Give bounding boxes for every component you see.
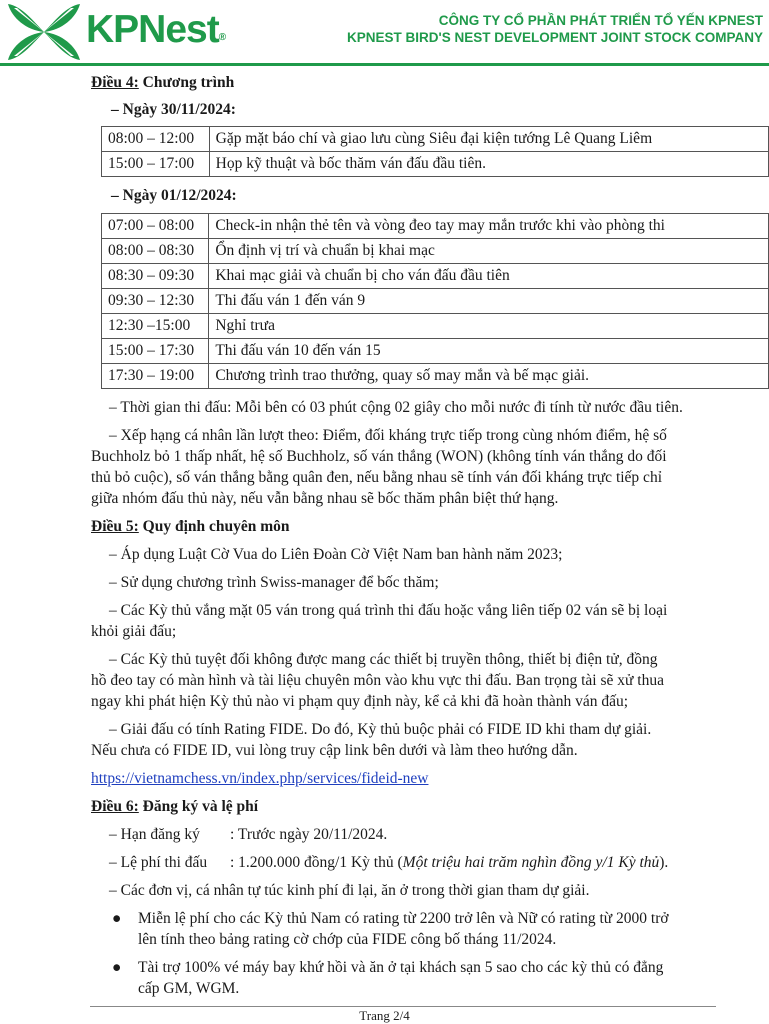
sponsorship-line-1: Tài trợ 100% vé máy bay khứ hồi và ăn ở tại khách sạn 5 sao cho các kỳ thủ có đẳng (138, 959, 664, 976)
activity-cell: Họp kỹ thuật và bốc thăm ván đấu đầu tiên. (209, 152, 768, 177)
time-cell: 15:00 – 17:00 (102, 152, 210, 177)
rule-absence-line-1: – Các Kỳ thủ vắng mặt 05 ván trong quá trình thi đấu hoặc vắng liên tiếp 02 ván sẽ bị loại (109, 602, 668, 619)
rule-chess-law: – Áp dụng Luật Cờ Vua do Liên Đoàn Cờ Việt Nam ban hành năm 2023; (109, 546, 563, 563)
time-cell: 15:00 – 17:30 (102, 339, 209, 364)
activity-cell: Chương trình trao thưởng, quay số may mắn và bế mạc giải. (209, 364, 769, 389)
activity-cell: Gặp mặt báo chí và giao lưu cùng Siêu đại kiện tướng Lê Quang Liêm (209, 127, 768, 152)
article-6-heading: Điều 6: Đăng ký và lệ phí (91, 798, 259, 815)
table-row (102, 214, 769, 239)
company-name-vi: CÔNG TY CỔ PHẦN PHÁT TRIỂN TỔ YẾN KPNEST (438, 13, 763, 28)
time-cell: 08:00 – 08:30 (102, 239, 209, 264)
time-cell: 07:00 – 08:00 (102, 214, 209, 239)
table-row (102, 239, 769, 264)
table-row (102, 152, 769, 177)
self-funded-note: – Các đơn vị, cá nhân tự túc kinh phí đi lại, ăn ở trong thời gian tham dự giải. (109, 882, 590, 899)
registration-deadline-label: – Hạn đăng ký (109, 826, 200, 843)
fee-waiver-line-1: Miễn lệ phí cho các Kỳ thủ Nam có rating từ 2200 trở lên và Nữ có rating từ 2000 trở (138, 910, 669, 927)
kpnest-leaf-logo-icon (4, 2, 84, 62)
article-5-heading: Điều 5: Quy định chuyên môn (91, 518, 290, 535)
time-cell: 12:30 –15:00 (102, 314, 209, 339)
bullet-icon: ● (112, 959, 122, 976)
entry-fee-value: : 1.200.000 đồng/1 Kỳ thủ (Một triệu hai trăm nghìn đồng y/1 Kỳ thủ). (230, 854, 669, 871)
day-2-heading: – Ngày 01/12/2024: (111, 187, 237, 204)
rule-devices-line-3: ngay khi phát hiện Kỳ thủ nào vi phạm quy định này, kể cả khi đã hoàn thành ván đấu; (91, 693, 629, 710)
activity-cell: Thi đấu ván 1 đến ván 9 (209, 289, 769, 314)
fide-id-link[interactable]: https://vietnamchess.vn/index.php/services/fideid-new (91, 770, 429, 787)
rule-fide-line-2: Nếu chưa có FIDE ID, vui lòng truy cập link bên dưới và làm theo hướng dẫn. (91, 742, 578, 759)
activity-cell: Nghỉ trưa (209, 314, 769, 339)
company-name (347, 12, 763, 46)
rule-devices-line-1: – Các Kỳ thủ tuyệt đối không được mang các thiết bị truyền thông, thiết bị điện tử, đồng (109, 651, 658, 668)
game-time-rule: – Thời gian thi đấu: Mỗi bên có 03 phút cộng 02 giây cho mỗi nước đi tính từ nước đầu tiên. (109, 399, 683, 416)
ranking-rule-line-4: giữa nhóm đấu thủ này, nếu vẫn bằng nhau sẽ bốc thăm phân biệt thứ hạng. (91, 490, 559, 507)
bullet-icon: ● (112, 910, 122, 927)
page-header (0, 0, 769, 64)
schedule-table-day-1 (101, 126, 769, 177)
table-row (102, 264, 769, 289)
table-row (102, 339, 769, 364)
table-row (102, 364, 769, 389)
time-cell: 08:00 – 12:00 (102, 127, 210, 152)
activity-cell: Check-in nhận thẻ tên và vòng đeo tay may mắn trước khi vào phòng thi (209, 214, 769, 239)
day-1-heading: – Ngày 30/11/2024: (111, 101, 236, 118)
article-4-heading: Điều 4: Chương trình (91, 74, 235, 91)
ranking-rule-line-2: Buchholz bỏ 1 thấp nhất, hệ số Buchholz, số ván thắng (WON) (không tính ván thắng do đối (91, 448, 667, 465)
registration-deadline-value: : Trước ngày 20/11/2024. (230, 826, 388, 843)
ranking-rule-line-1: – Xếp hạng cá nhân lần lượt theo: Điểm, đối kháng trực tiếp trong cùng nhóm điểm, hệ số (109, 427, 667, 444)
table-row (102, 127, 769, 152)
activity-cell: Thi đấu ván 10 đến ván 15 (209, 339, 769, 364)
sponsorship-line-2: cấp GM, WGM. (138, 980, 240, 997)
brand-name: KPNest® (86, 8, 226, 51)
table-row (102, 289, 769, 314)
time-cell: 17:30 – 19:00 (102, 364, 209, 389)
company-name-en: KPNEST BIRD'S NEST DEVELOPMENT JOINT STOCK COMPANY (346, 30, 763, 45)
table-row (102, 314, 769, 339)
footer-divider (90, 1006, 716, 1007)
schedule-table-day-2 (101, 213, 769, 389)
entry-fee-label: – Lệ phí thi đấu (109, 854, 208, 871)
page-number: Trang 2/4 (359, 1008, 410, 1023)
activity-cell: Khai mạc giải và chuẩn bị cho ván đấu đầu tiên (209, 264, 769, 289)
ranking-rule-line-3: thủ bỏ cuộc), số ván thắng bằng quân đen, nếu bằng nhau sẽ tính ván đối kháng trực tiếp chỉ (91, 469, 662, 486)
header-divider (0, 63, 769, 66)
rule-devices-line-2: hồ đeo tay có màn hình và tài liệu chuyên môn vào khu vực thi đấu. Ban trọng tài sẽ xử thua (91, 672, 664, 689)
rule-fide-line-1: – Giải đấu có tính Rating FIDE. Do đó, Kỳ thủ buộc phải có FIDE ID khi tham dự giải. (109, 721, 652, 738)
fee-waiver-line-2: lên tính theo bảng rating cờ chớp của FIDE công bố tháng 11/2024. (138, 931, 557, 948)
time-cell: 08:30 – 09:30 (102, 264, 209, 289)
rule-absence-line-2: khỏi giải đấu; (91, 623, 177, 640)
time-cell: 09:30 – 12:30 (102, 289, 209, 314)
rule-swiss-manager: – Sử dụng chương trình Swiss-manager để bốc thăm; (109, 574, 439, 591)
activity-cell: Ổn định vị trí và chuẩn bị khai mạc (209, 239, 769, 264)
